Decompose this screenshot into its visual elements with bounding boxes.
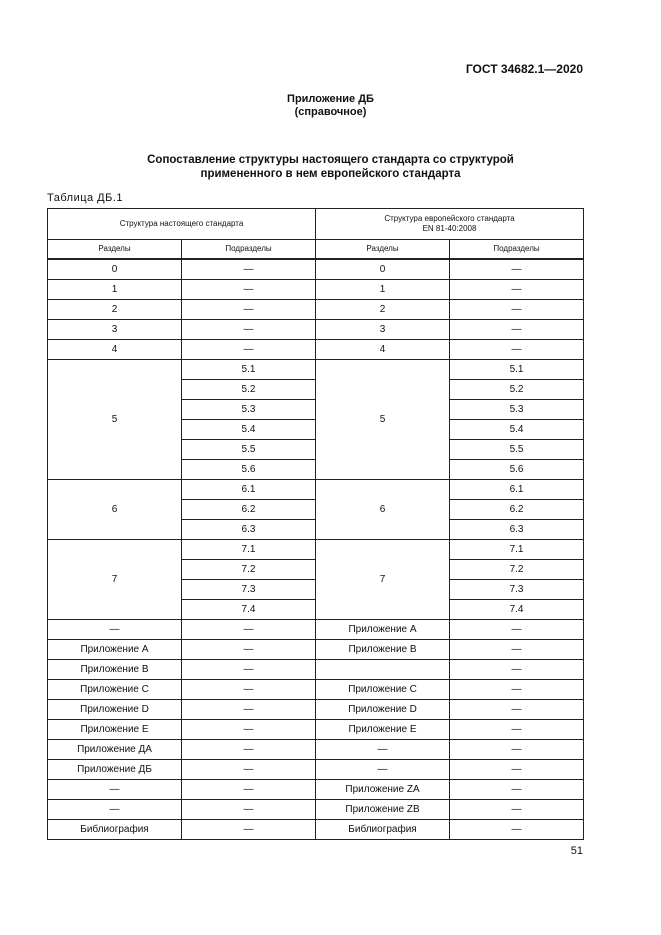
table-cell: — bbox=[182, 700, 316, 720]
table-row bbox=[48, 259, 584, 280]
table-row bbox=[48, 360, 584, 380]
document-code: ГОСТ 34682.1—2020 bbox=[465, 62, 583, 76]
table-cell: — bbox=[450, 660, 584, 680]
table-cell: 5 bbox=[316, 360, 450, 480]
table-cell: — bbox=[182, 300, 316, 320]
structure-comparison-table bbox=[47, 208, 584, 840]
table-column-header-row bbox=[48, 240, 584, 260]
table-cell bbox=[316, 660, 450, 680]
table-row bbox=[48, 660, 584, 680]
table-cell: 0 bbox=[316, 259, 450, 280]
page-number: 51 bbox=[570, 845, 583, 857]
table-cell: — bbox=[450, 280, 584, 300]
table-row bbox=[48, 480, 584, 500]
section-title bbox=[0, 153, 661, 181]
table-cell: 0 bbox=[48, 259, 182, 280]
table-cell: — bbox=[182, 760, 316, 780]
table-cell: — bbox=[450, 620, 584, 640]
table-cell: 6.1 bbox=[450, 480, 584, 500]
table-cell: — bbox=[182, 680, 316, 700]
table-cell: 7 bbox=[48, 540, 182, 620]
table-cell: 7.3 bbox=[450, 580, 584, 600]
table-cell: — bbox=[48, 620, 182, 640]
table-cell: — bbox=[450, 340, 584, 360]
table-cell: 6.2 bbox=[450, 500, 584, 520]
table-row bbox=[48, 720, 584, 740]
table-cell: — bbox=[48, 780, 182, 800]
table-cell: 6 bbox=[316, 480, 450, 540]
table-cell: — bbox=[450, 820, 584, 840]
table-cell: — bbox=[450, 720, 584, 740]
appendix-title: Приложение ДБ bbox=[287, 93, 374, 105]
group-header-european bbox=[316, 209, 584, 240]
table-row bbox=[48, 740, 584, 760]
table-cell: 5 bbox=[48, 360, 182, 480]
table-cell: — bbox=[182, 740, 316, 760]
table-cell: 2 bbox=[48, 300, 182, 320]
table-cell: — bbox=[450, 320, 584, 340]
table-cell: 6.2 bbox=[182, 500, 316, 520]
appendix-subtitle: (справочное) bbox=[294, 106, 367, 118]
table-row bbox=[48, 540, 584, 560]
table-cell: 3 bbox=[316, 320, 450, 340]
table-cell: — bbox=[182, 280, 316, 300]
table-cell: — bbox=[182, 820, 316, 840]
table-cell: Приложение D bbox=[48, 700, 182, 720]
table-cell: 6.3 bbox=[450, 520, 584, 540]
table-cell: — bbox=[182, 720, 316, 740]
table-cell: 5.3 bbox=[182, 400, 316, 420]
table-group-header-row bbox=[48, 209, 584, 240]
table-cell: — bbox=[450, 700, 584, 720]
table-cell: 7 bbox=[316, 540, 450, 620]
table-cell: 3 bbox=[48, 320, 182, 340]
table-row bbox=[48, 300, 584, 320]
table-row bbox=[48, 800, 584, 820]
table-cell: 2 bbox=[316, 300, 450, 320]
column-header: Подразделы bbox=[450, 240, 584, 260]
table-row bbox=[48, 680, 584, 700]
table-cell: Приложение ДБ bbox=[48, 760, 182, 780]
table-cell: — bbox=[450, 780, 584, 800]
table-cell: — bbox=[450, 740, 584, 760]
table-row bbox=[48, 780, 584, 800]
table-cell: — bbox=[182, 800, 316, 820]
table-cell: 6 bbox=[48, 480, 182, 540]
table-cell: 5.1 bbox=[182, 360, 316, 380]
column-header: Разделы bbox=[48, 240, 182, 260]
table-cell: Приложение ZA bbox=[316, 780, 450, 800]
table-cell: Приложение В bbox=[316, 640, 450, 660]
table-cell: 7.1 bbox=[450, 540, 584, 560]
table-cell: 5.1 bbox=[450, 360, 584, 380]
table-cell: Приложение С bbox=[48, 680, 182, 700]
table-cell: Приложение С bbox=[316, 680, 450, 700]
table-cell: — bbox=[450, 680, 584, 700]
table-cell: — bbox=[48, 800, 182, 820]
table-cell: Приложение Е bbox=[316, 720, 450, 740]
table-row bbox=[48, 700, 584, 720]
table-cell: Приложение В bbox=[48, 660, 182, 680]
table-row bbox=[48, 640, 584, 660]
table-cell: — bbox=[450, 800, 584, 820]
table-cell: — bbox=[182, 620, 316, 640]
table-cell: 7.4 bbox=[182, 600, 316, 620]
group-header-european-line1: Структура европейского стандарта bbox=[384, 214, 515, 223]
table-cell: — bbox=[450, 300, 584, 320]
table-cell: — bbox=[316, 760, 450, 780]
appendix-heading bbox=[0, 93, 661, 119]
table-row bbox=[48, 760, 584, 780]
table-cell: — bbox=[450, 760, 584, 780]
table-row bbox=[48, 340, 584, 360]
section-title-line2: примененного в нем европейского стандарта bbox=[200, 168, 461, 180]
section-title-line1: Сопоставление структуры настоящего стандарта со структурой bbox=[147, 154, 514, 166]
table-cell: — bbox=[450, 640, 584, 660]
table-cell: Библиография bbox=[48, 820, 182, 840]
group-header-national: Структура настоящего стандарта bbox=[48, 209, 316, 240]
table-cell: — bbox=[182, 780, 316, 800]
table-cell: 5.2 bbox=[182, 380, 316, 400]
table-cell: — bbox=[182, 340, 316, 360]
table-cell: — bbox=[182, 640, 316, 660]
table-cell: 4 bbox=[316, 340, 450, 360]
table-cell: — bbox=[182, 660, 316, 680]
table-cell: — bbox=[316, 740, 450, 760]
table-cell: Библиография bbox=[316, 820, 450, 840]
table-cell: Приложение ДА bbox=[48, 740, 182, 760]
column-header: Разделы bbox=[316, 240, 450, 260]
table-cell: 7.2 bbox=[450, 560, 584, 580]
table-cell: 5.6 bbox=[450, 460, 584, 480]
table-cell: — bbox=[182, 259, 316, 280]
column-header: Подразделы bbox=[182, 240, 316, 260]
table-cell: 1 bbox=[48, 280, 182, 300]
table-cell: Приложение А bbox=[316, 620, 450, 640]
table-cell: 5.5 bbox=[182, 440, 316, 460]
table-row bbox=[48, 280, 584, 300]
group-header-european-line2: EN 81-40:2008 bbox=[422, 224, 477, 233]
table-cell: Приложение D bbox=[316, 700, 450, 720]
table-cell: 6.1 bbox=[182, 480, 316, 500]
table-row bbox=[48, 620, 584, 640]
table-cell: 5.4 bbox=[182, 420, 316, 440]
table-caption: Таблица ДБ.1 bbox=[47, 192, 124, 204]
table-cell: 5.5 bbox=[450, 440, 584, 460]
table-cell: Приложение Е bbox=[48, 720, 182, 740]
table-cell: 5.3 bbox=[450, 400, 584, 420]
table-cell: 7.4 bbox=[450, 600, 584, 620]
table-row bbox=[48, 320, 584, 340]
table-cell: 7.1 bbox=[182, 540, 316, 560]
table-cell: 1 bbox=[316, 280, 450, 300]
table-cell: Приложение ZB bbox=[316, 800, 450, 820]
table-cell: 7.2 bbox=[182, 560, 316, 580]
table-cell: — bbox=[182, 320, 316, 340]
table-cell: 5.6 bbox=[182, 460, 316, 480]
table-cell: Приложение А bbox=[48, 640, 182, 660]
table-cell: — bbox=[450, 259, 584, 280]
table-cell: 7.3 bbox=[182, 580, 316, 600]
table-row bbox=[48, 820, 584, 840]
table-cell: 6.3 bbox=[182, 520, 316, 540]
table-cell: 5.2 bbox=[450, 380, 584, 400]
table-cell: 5.4 bbox=[450, 420, 584, 440]
table-cell: 4 bbox=[48, 340, 182, 360]
